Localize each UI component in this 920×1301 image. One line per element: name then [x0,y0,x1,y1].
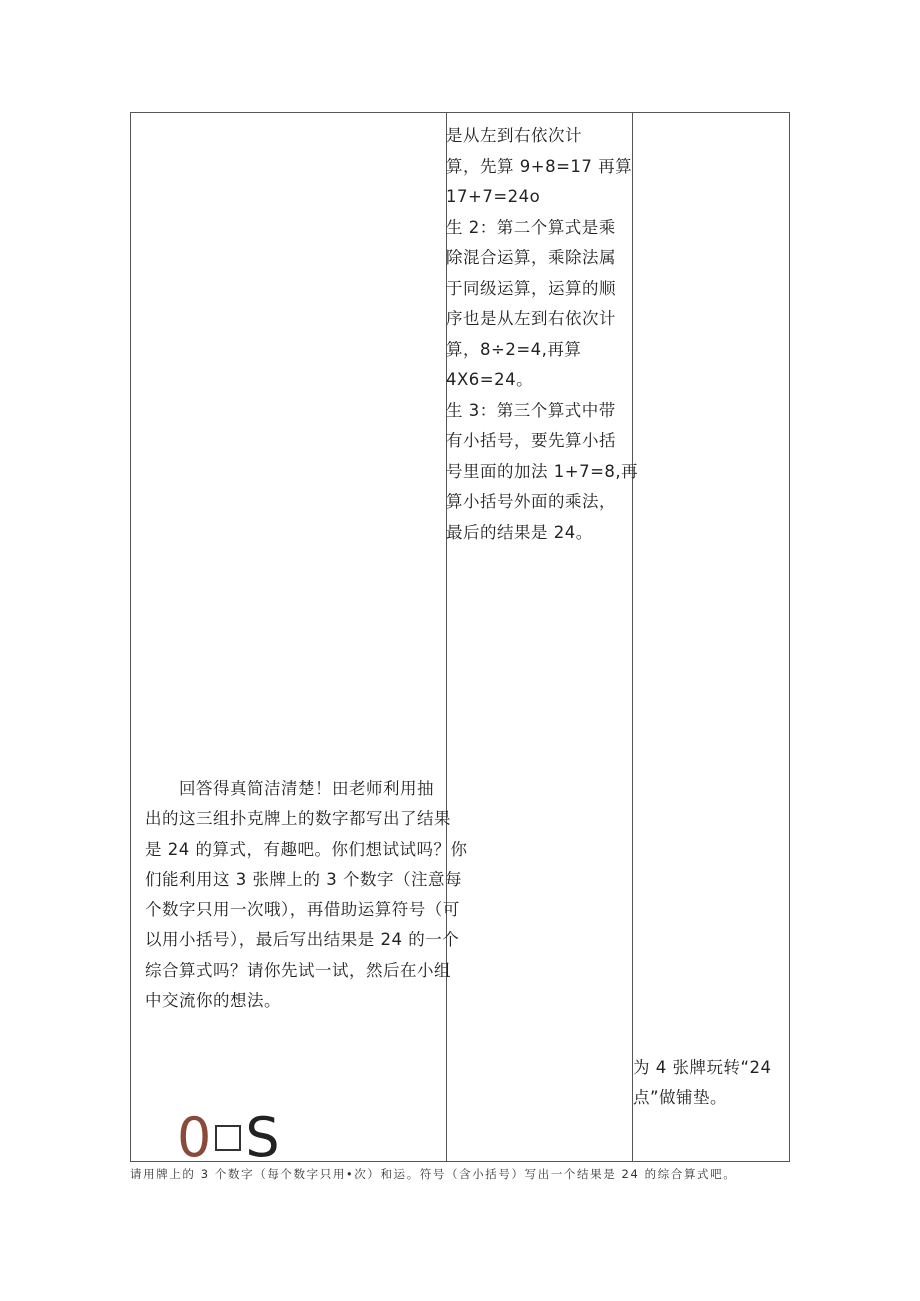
text-line: 回答得真简洁清楚！田老师利用抽 [179,779,434,798]
text-line: 是 24 的算式，有趣吧。你们想试试吗？你 [145,839,468,859]
figure-caption: 请用牌上的 3 个数字（每个数字只用•次）和运。符号（含小括号）写出一个结果是 24 的综合算式吧。 [130,1167,737,1181]
text-line: 算，先算 9+8=17 再算 [446,156,633,176]
text-line: 是从左到右依次计 [446,126,582,145]
text-line: 综合算式吗？请你先试一试，然后在小组 [145,960,451,980]
text-line: 为 4 张牌玩转“24 [633,1058,772,1077]
teacher-instruction-cell [145,774,468,1016]
text-line: 出的这三组扑克牌上的数字都写出了结果 [145,809,451,829]
text-line: 算，8÷2=4,再算 [446,339,582,359]
lesson-table [130,112,790,1169]
text-line: 以用小括号），最后写出结果是 24 的一个 [145,930,460,950]
text-line: 个数字只用一次哦），再借助运算符号（可 [145,900,460,920]
text-line: 算小括号外面的乘法， [446,492,616,511]
text-line: 于同级运算，运算的顺 [446,278,616,298]
text-line: 17+7=24o [446,187,541,206]
text-line: 们能利用这 3 张牌上的 3 个数字（注意每 [145,869,462,889]
text-line: 4X6=24。 [446,370,534,389]
text-line: 生 3：第三个算式中带 [446,400,616,420]
text-line: 点”做铺垫。 [633,1088,728,1107]
text-line: 除混合运算，乘除法属 [446,248,616,267]
text-line: 生 2：第二个算式是乘 [446,217,616,237]
column-divider-2 [632,113,633,1161]
student-answers-cell [446,121,639,548]
text-line: 中交流你的想法。 [145,991,281,1011]
square-icon [215,1125,241,1151]
design-intent-cell [633,1053,783,1113]
logo-zero: 0 [177,1106,212,1169]
text-line: 有小括号，要先算小括 [446,431,616,450]
logo-mark [177,1108,280,1168]
text-line: 最后的结果是 24。 [446,522,593,542]
text-line: 号里面的加法 1+7=8,再 [446,461,639,481]
text-line: 序也是从左到右依次计 [446,309,616,328]
logo-s: S [245,1106,280,1169]
